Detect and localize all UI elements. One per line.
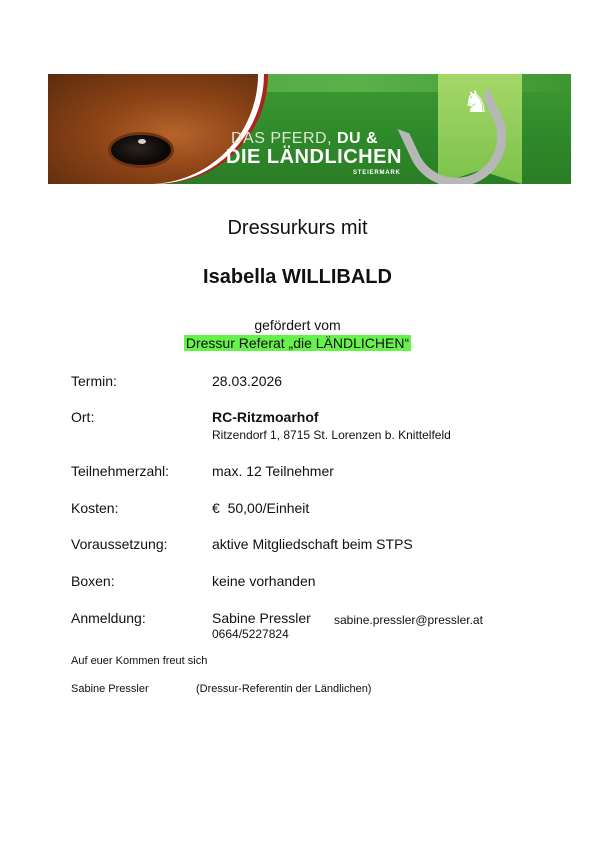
logo-line-2: DIE LÄNDLICHEN xyxy=(226,146,402,168)
sponsor-line xyxy=(0,335,595,351)
anmeldung-email: sabine.pressler@pressler.at xyxy=(334,613,483,627)
sponsor-highlight: Dressur Referat „die LÄNDLICHEN“ xyxy=(185,335,410,351)
logo-line-1: DAS PFERD, DU & xyxy=(231,130,379,147)
instructor-name: Isabella WILLIBALD xyxy=(203,266,392,288)
eye-highlight xyxy=(138,139,146,144)
kosten-label: Kosten: xyxy=(71,500,119,516)
anmeldung-label: Anmeldung: xyxy=(71,610,146,626)
header-banner xyxy=(48,74,571,184)
kosten-value: € 50,00/Einheit xyxy=(212,500,310,516)
greeting-text: Auf euer Kommen freut sich xyxy=(71,655,208,667)
ort-value: RC-Ritzmoarhof xyxy=(212,409,319,425)
ort-label: Ort: xyxy=(71,409,95,425)
ort-address: Ritzendorf 1, 8715 St. Lorenzen b. Knittelfeld xyxy=(212,428,451,442)
anmeldung-name: Sabine Pressler xyxy=(212,610,311,626)
anmeldung-phone: 0664/5227824 xyxy=(212,627,289,641)
termin-label: Termin: xyxy=(71,373,117,389)
teilnehmer-label: Teilnehmerzahl: xyxy=(71,463,170,479)
termin-value: 28.03.2026 xyxy=(212,373,283,389)
logo-line-3: STEIERMARK xyxy=(353,170,401,176)
signer-role: (Dressur-Referentin der Ländlichen) xyxy=(196,683,372,695)
sponsor-intro: gefördert vom xyxy=(254,317,341,333)
signer-name: Sabine Pressler xyxy=(71,683,149,695)
rider-emblem-icon: ♞ xyxy=(462,86,490,119)
voraussetzung-value: aktive Mitgliedschaft beim STPS xyxy=(212,536,413,552)
teilnehmer-value: max. 12 Teilnehmer xyxy=(212,463,334,479)
horse-eye xyxy=(108,132,174,168)
title-line-1: Dressurkurs mit xyxy=(227,217,368,239)
voraussetzung-label: Voraussetzung: xyxy=(71,536,168,552)
boxen-value: keine vorhanden xyxy=(212,573,316,589)
boxen-label: Boxen: xyxy=(71,573,115,589)
